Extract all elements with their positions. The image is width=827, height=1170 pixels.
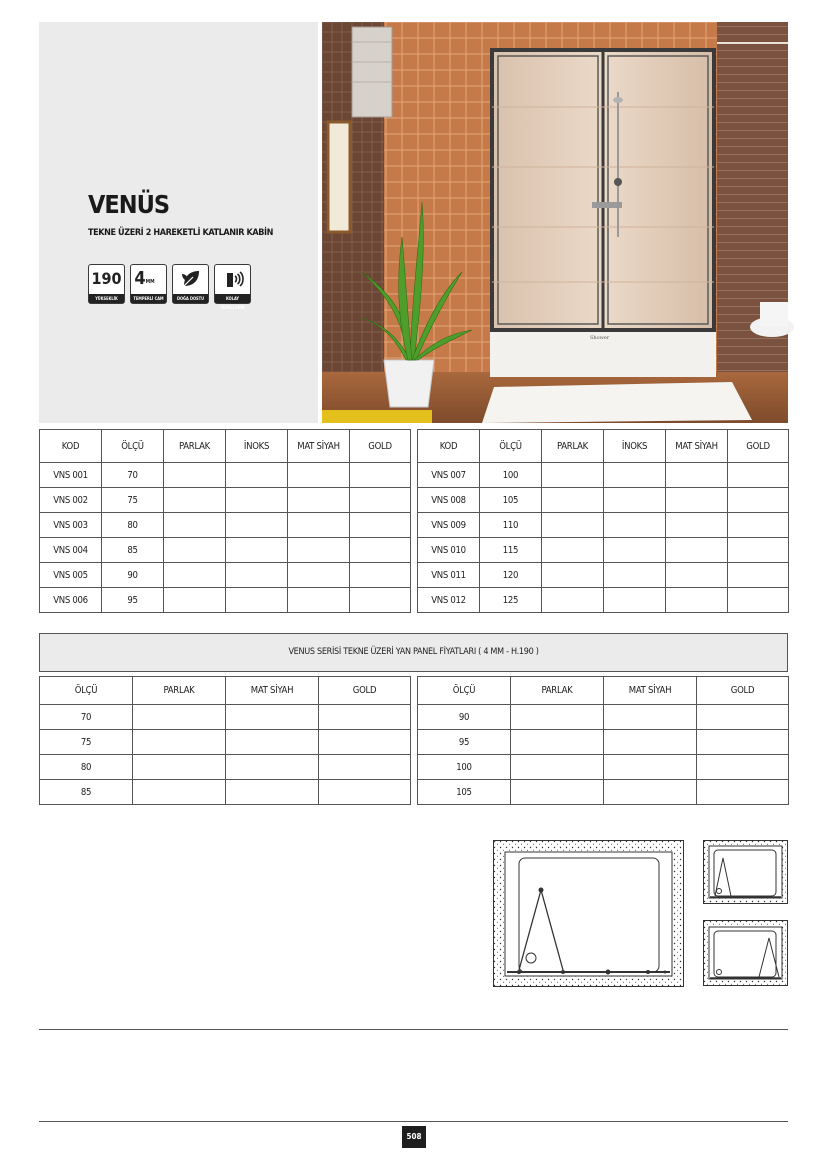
header-kod: KOD: [418, 430, 480, 463]
price-cell: [164, 488, 226, 513]
olcu-cell: 70: [40, 705, 133, 730]
table-row: [418, 730, 789, 755]
header-gold: GOLD: [728, 430, 789, 463]
price-cell: [604, 488, 666, 513]
olcu-cell: 105: [480, 488, 542, 513]
price-cell: [542, 488, 604, 513]
price-cell: [226, 513, 288, 538]
glass-thickness-unit: MM: [145, 279, 155, 285]
olcu-cell: 125: [480, 588, 542, 613]
price-cell: [666, 563, 728, 588]
header-gold: GOLD: [350, 430, 411, 463]
price-cell: [226, 755, 319, 780]
eco-label: DOĞA DOSTU: [173, 294, 208, 303]
header-mat-siyah: MAT SİYAH: [226, 677, 319, 705]
header-mat-siyah: MAT SİYAH: [666, 430, 728, 463]
table-row: [40, 755, 411, 780]
header-inoks: İNOKS: [604, 430, 666, 463]
kod-cell: VNS 011: [418, 563, 480, 588]
price-cell: [697, 730, 789, 755]
olcu-cell: 90: [102, 563, 164, 588]
kod-cell: VNS 009: [418, 513, 480, 538]
price-cell: [133, 730, 226, 755]
price-cell: [542, 563, 604, 588]
price-cell: [288, 513, 350, 538]
table-row: [418, 538, 789, 563]
header-olcu: ÖLÇÜ: [418, 677, 511, 705]
header-kod: KOD: [40, 430, 102, 463]
table-row: [40, 563, 411, 588]
header-mat-siyah: MAT SİYAH: [604, 677, 697, 705]
price-cell: [604, 730, 697, 755]
header-olcu: ÖLÇÜ: [480, 430, 542, 463]
kod-cell: VNS 001: [40, 463, 102, 488]
panel-table-right: [417, 676, 789, 805]
price-cell: [226, 538, 288, 563]
price-cell: [604, 705, 697, 730]
table-header-row: [418, 430, 789, 463]
price-cell: [133, 780, 226, 805]
side-panel-banner: VENUS SERİSİ TEKNE ÜZERİ YAN PANEL FİYATLARI ( 4 MM - H.190 ): [39, 633, 788, 672]
kod-cell: VNS 008: [418, 488, 480, 513]
product-title: VENÜS: [88, 190, 170, 219]
price-cell: [288, 463, 350, 488]
price-cell: [226, 588, 288, 613]
table-row: [40, 488, 411, 513]
olcu-cell: 75: [40, 730, 133, 755]
price-cell: [604, 755, 697, 780]
price-cell: [511, 730, 604, 755]
kod-cell: VNS 010: [418, 538, 480, 563]
feature-badges: [88, 264, 251, 310]
header-inoks: İNOKS: [226, 430, 288, 463]
price-cell: [288, 488, 350, 513]
olcu-cell: 100: [480, 463, 542, 488]
header-gold: GOLD: [697, 677, 789, 705]
table-header-row: [418, 677, 789, 705]
glass-badge: [130, 264, 167, 304]
price-cell: [728, 588, 789, 613]
price-cell: [666, 538, 728, 563]
olcu-cell: 115: [480, 538, 542, 563]
price-cell: [728, 488, 789, 513]
table-row: [40, 588, 411, 613]
olcu-cell: 110: [480, 513, 542, 538]
price-cell: [288, 588, 350, 613]
table-row: [418, 513, 789, 538]
table-row: [40, 780, 411, 805]
price-cell: [728, 538, 789, 563]
price-cell: [542, 463, 604, 488]
price-cell: [697, 705, 789, 730]
price-cell: [226, 488, 288, 513]
price-cell: [604, 588, 666, 613]
price-cell: [350, 463, 411, 488]
header-parlak: PARLAK: [542, 430, 604, 463]
olcu-cell: 90: [418, 705, 511, 730]
table-row: [418, 488, 789, 513]
price-cell: [604, 563, 666, 588]
price-cell: [350, 538, 411, 563]
cabin-table-right: [417, 429, 789, 613]
header-olcu: ÖLÇÜ: [102, 430, 164, 463]
table-row: [40, 538, 411, 563]
price-cell: [666, 463, 728, 488]
height-value: 190: [91, 269, 122, 288]
divider-line: [39, 1029, 788, 1030]
table-row: [418, 780, 789, 805]
table-row: [40, 705, 411, 730]
price-cell: [604, 538, 666, 563]
price-cell: [164, 513, 226, 538]
price-cell: [226, 780, 319, 805]
olcu-cell: 85: [40, 780, 133, 805]
price-cell: [319, 730, 411, 755]
price-cell: [728, 513, 789, 538]
price-cell: [226, 463, 288, 488]
table-row: [418, 588, 789, 613]
price-cell: [604, 463, 666, 488]
tray-brand-text: Shower: [590, 335, 610, 341]
kod-cell: VNS 002: [40, 488, 102, 513]
table-row: [418, 755, 789, 780]
price-cell: [666, 488, 728, 513]
glass-thickness-value: 4MM: [134, 268, 155, 289]
table-row: [418, 705, 789, 730]
olcu-cell: 70: [102, 463, 164, 488]
header-parlak: PARLAK: [133, 677, 226, 705]
olcu-cell: 105: [418, 780, 511, 805]
table-row: [418, 463, 789, 488]
price-cell: [226, 730, 319, 755]
price-cell: [666, 513, 728, 538]
panel-table-left: [39, 676, 411, 805]
table-header-row: [40, 430, 411, 463]
price-cell: [319, 705, 411, 730]
footer-line: [39, 1121, 788, 1122]
price-cell: [133, 705, 226, 730]
price-cell: [728, 463, 789, 488]
table-header-row: [40, 677, 411, 705]
price-cell: [164, 463, 226, 488]
olcu-cell: 100: [418, 755, 511, 780]
clean-badge: [214, 264, 251, 310]
easy-clean-icon: [222, 268, 244, 290]
price-cell: [288, 538, 350, 563]
table-row: [40, 463, 411, 488]
header-parlak: PARLAK: [511, 677, 604, 705]
header-parlak: PARLAK: [164, 430, 226, 463]
price-cell: [511, 780, 604, 805]
plan-diagram-large: [493, 840, 684, 988]
page-number: 508: [402, 1126, 426, 1148]
price-cell: [511, 755, 604, 780]
price-cell: [226, 563, 288, 588]
kod-cell: VNS 006: [40, 588, 102, 613]
price-cell: [319, 755, 411, 780]
table-row: [40, 730, 411, 755]
product-photo: [322, 22, 788, 423]
olcu-cell: 80: [102, 513, 164, 538]
table-row: [40, 513, 411, 538]
kod-cell: VNS 007: [418, 463, 480, 488]
height-label: YÜKSEKLİK: [89, 294, 124, 303]
eco-badge: [172, 264, 209, 304]
price-cell: [542, 513, 604, 538]
olcu-cell: 95: [418, 730, 511, 755]
height-badge: [88, 264, 125, 304]
price-cell: [511, 705, 604, 730]
cabin-table-left: [39, 429, 411, 613]
price-cell: [697, 755, 789, 780]
price-cell: [164, 538, 226, 563]
price-cell: [350, 488, 411, 513]
price-cell: [164, 588, 226, 613]
price-cell: [350, 513, 411, 538]
price-cell: [666, 588, 728, 613]
price-cell: [350, 563, 411, 588]
price-cell: [350, 588, 411, 613]
price-cell: [288, 563, 350, 588]
price-cell: [226, 705, 319, 730]
glass-label: TEMPERLİ CAM: [131, 294, 166, 303]
table-row: [418, 563, 789, 588]
price-cell: [319, 780, 411, 805]
olcu-cell: 95: [102, 588, 164, 613]
olcu-cell: 85: [102, 538, 164, 563]
header-mat-siyah: MAT SİYAH: [288, 430, 350, 463]
price-cell: [728, 563, 789, 588]
plan-diagram-small-left-door: [703, 840, 788, 904]
price-cell: [133, 755, 226, 780]
price-cell: [542, 588, 604, 613]
header-olcu: ÖLÇÜ: [40, 677, 133, 705]
olcu-cell: 120: [480, 563, 542, 588]
price-cell: [697, 780, 789, 805]
price-cell: [164, 563, 226, 588]
olcu-cell: 75: [102, 488, 164, 513]
kod-cell: VNS 003: [40, 513, 102, 538]
kod-cell: VNS 004: [40, 538, 102, 563]
clean-label: KOLAY TEMİZLENİR: [215, 294, 250, 303]
olcu-cell: 80: [40, 755, 133, 780]
info-panel: [39, 22, 318, 423]
kod-cell: VNS 012: [418, 588, 480, 613]
kod-cell: VNS 005: [40, 563, 102, 588]
plan-diagram-small-right-door: [703, 920, 788, 986]
price-cell: [604, 513, 666, 538]
eco-leaf-icon: [180, 268, 202, 290]
header-gold: GOLD: [319, 677, 411, 705]
price-cell: [604, 780, 697, 805]
product-subtitle: TEKNE ÜZERİ 2 HAREKETLİ KATLANIR KABİN: [88, 228, 274, 238]
price-cell: [542, 538, 604, 563]
